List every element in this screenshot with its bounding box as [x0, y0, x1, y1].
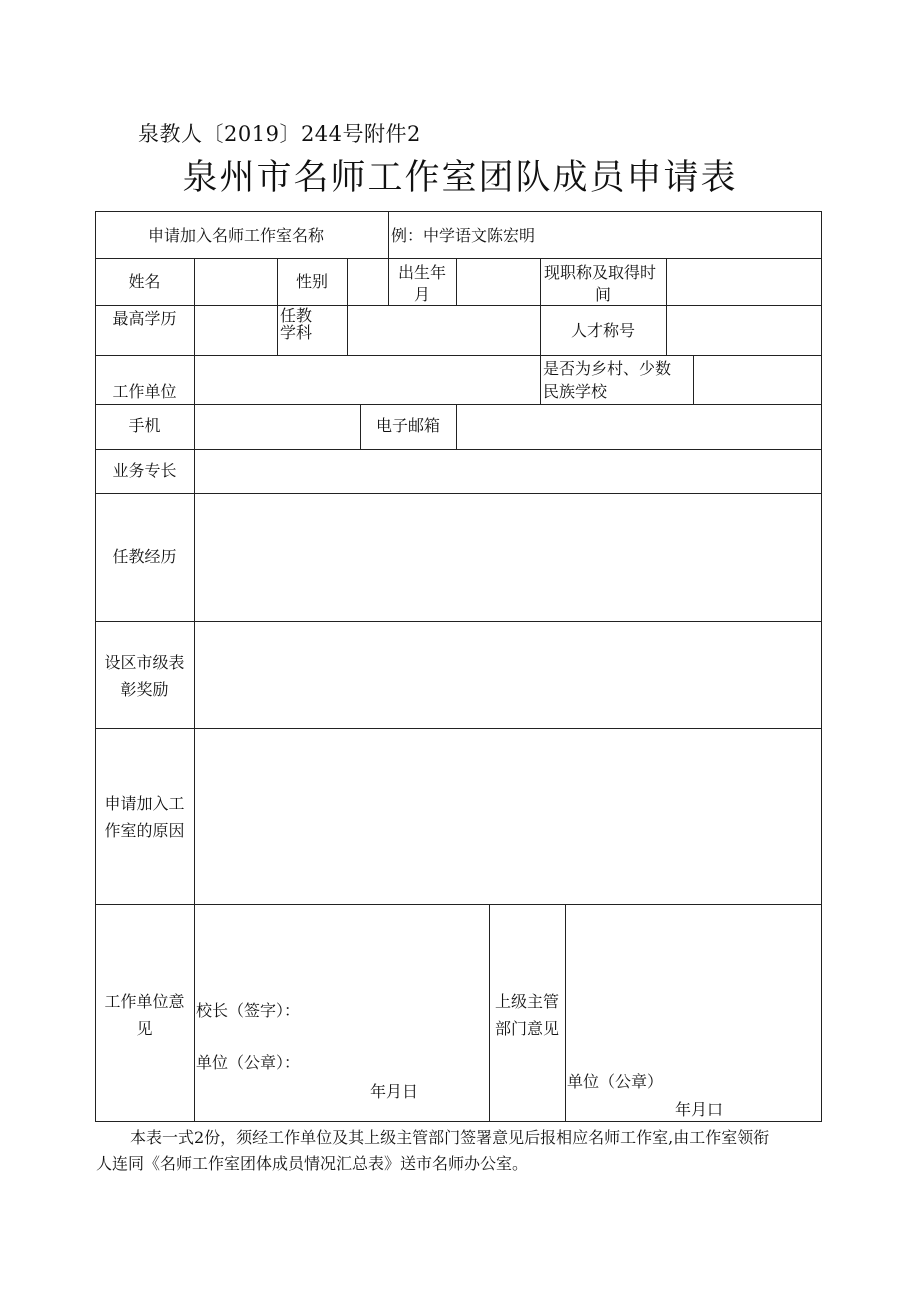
table-rule [95, 621, 822, 622]
studio-name-label: 申请加入名师工作室名称 [148, 226, 325, 245]
table-rule [194, 258, 195, 305]
table-rule [666, 305, 667, 355]
birth-label-line-1: 出生年 [397, 263, 446, 282]
table-rule [95, 493, 822, 494]
table-rule [95, 258, 822, 259]
form-title: 泉州市名师工作室团队成员申请表 [182, 158, 738, 198]
table-rule [347, 258, 348, 305]
gender-label: 性别 [295, 272, 328, 291]
table-rule [95, 904, 822, 905]
awards-label-line-1: 设区市级表 [104, 653, 185, 672]
expertise-label: 业务专长 [112, 461, 177, 480]
birth-label-line-2: 月 [413, 285, 430, 304]
table-rule [194, 904, 195, 1121]
table-rule [456, 258, 457, 305]
table-rule [95, 404, 822, 405]
employer-opinion-label-line-2: 见 [136, 1019, 153, 1038]
reason-label-line-1: 申请加入工 [104, 794, 185, 813]
awards-label-line-2: 彰奖励 [120, 680, 169, 699]
document-reference: 泉教人〔2019〕244号附件2 [138, 122, 421, 146]
talent-title-label: 人才称号 [570, 321, 635, 340]
education-label: 最高学历 [112, 309, 177, 328]
teaching-experience-label: 任教经历 [112, 547, 177, 566]
unit-seal-line-left: 单位（公章）： [196, 1053, 301, 1072]
table-rule [95, 728, 822, 729]
table-rule [565, 904, 566, 1121]
reason-label-line-2: 作室的原因 [104, 821, 185, 840]
rural-school-label-line-2: 民族学校 [543, 382, 608, 401]
professional-title-label-line-1: 现职称及取得时 [544, 263, 657, 282]
table-rule [388, 211, 389, 258]
rural-school-label-line-1: 是否为乡村、少数 [543, 359, 672, 378]
date-line-left: 年月日 [370, 1082, 419, 1101]
studio-name-value: 例：中学语文陈宏明 [391, 226, 536, 245]
professional-title-label-line-2: 间 [594, 285, 611, 304]
table-rule [194, 404, 195, 449]
name-label: 姓名 [128, 272, 161, 291]
table-rule [95, 449, 822, 450]
subject-label-line-1: 任教 [280, 306, 313, 325]
email-label: 电子邮箱 [375, 416, 440, 435]
principal-signature-line: 校长（签字）： [196, 1001, 301, 1020]
table-rule [540, 355, 541, 404]
unit-seal-line-right: 单位（公章） [567, 1072, 664, 1091]
employer-opinion-label-line-1: 工作单位意 [104, 992, 185, 1011]
footnote-line-1: 本表一式2份，须经工作单位及其上级主管部门签署意见后报相应名师工作室,由工作室领衔 [130, 1128, 770, 1147]
superior-opinion-label-line-1: 上级主管 [494, 992, 559, 1011]
date-line-right: 年月口 [675, 1100, 724, 1119]
table-rule [95, 355, 822, 356]
table-border-right [821, 211, 822, 1122]
table-rule [456, 404, 457, 449]
table-rule [277, 305, 278, 355]
subject-label-line-2: 学科 [280, 323, 313, 342]
table-rule [95, 305, 822, 306]
table-rule [194, 449, 195, 904]
footnote-line-2: 人连同《名师工作室团体成员情况汇总表》送市名师办公室。 [96, 1154, 529, 1173]
table-rule [95, 1121, 822, 1122]
table-rule [95, 211, 822, 212]
table-rule [347, 305, 348, 355]
table-rule [666, 258, 667, 305]
table-rule [194, 355, 195, 404]
employer-label: 工作单位 [112, 382, 177, 401]
table-rule [194, 305, 195, 355]
phone-label: 手机 [128, 416, 161, 435]
table-rule [693, 355, 694, 404]
superior-opinion-label-line-2: 部门意见 [494, 1019, 559, 1038]
